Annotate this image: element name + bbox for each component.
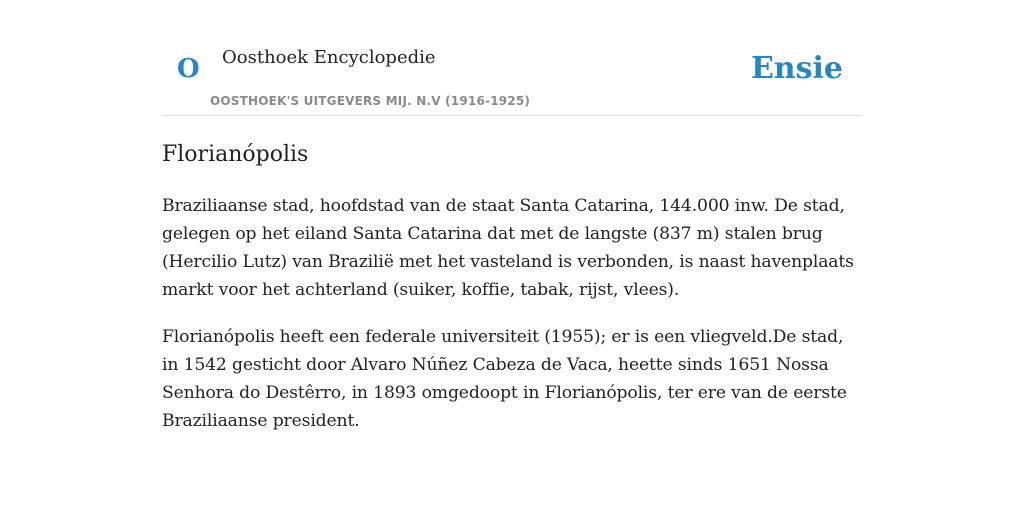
publisher-label: OOSTHOEK'S UITGEVERS MIJ. N.V (1916-1925) xyxy=(210,94,531,108)
source-title[interactable]: Oosthoek Encyclopedie xyxy=(222,47,436,68)
source-header xyxy=(162,0,862,116)
source-logo-letter[interactable]: O xyxy=(177,54,200,84)
article-paragraph: Braziliaanse stad, hoofdstad van de staat Santa Catarina, 144.000 inw. De stad, gelegen op het eiland Santa Catarina dat met de langste (837 m) stalen brug (Hercilio Lutz) van Brazilië met het vasteland is verbonden, is naast havenplaats markt voor het achterland (suiker, koffie, tabak, rijst, vlees). xyxy=(162,196,854,300)
ensie-logo-link[interactable]: Ensie xyxy=(750,51,843,86)
article-paragraph: Florianópolis heeft een federale universiteit (1955); er is een vliegveld.De stad, in 1542 gesticht door Alvaro Núñez Cabeza de Vaca, heette sinds 1651 Nossa Senhora do Destêrro, in 1893 omgedoopt in Florianópolis, ter ere van de eerste Braziliaanse president. xyxy=(162,327,847,431)
article-title: Florianópolis xyxy=(162,142,309,167)
page xyxy=(162,0,862,431)
